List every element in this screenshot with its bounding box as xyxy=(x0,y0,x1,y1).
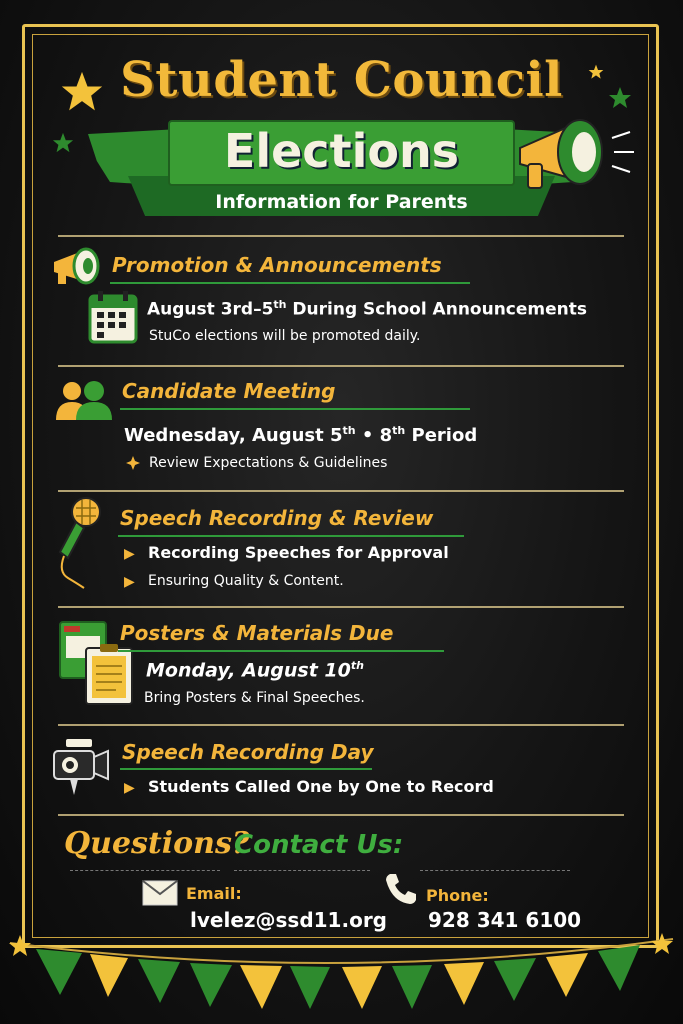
megaphone-icon xyxy=(510,112,636,196)
section-title: Speech Recording & Review xyxy=(120,506,434,530)
section-title: Speech Recording Day xyxy=(122,740,374,764)
section-underline xyxy=(118,650,444,652)
email-label: Email: xyxy=(186,884,242,903)
section-main-text: August 3rd–5th During School Announcements xyxy=(147,298,588,320)
calendar-icon xyxy=(88,290,138,344)
section-item: Ensuring Quality & Content. xyxy=(148,573,344,589)
section-item: Recording Speeches for Approval xyxy=(148,543,449,562)
divider xyxy=(58,724,624,726)
phone-value[interactable]: 928 341 6100 xyxy=(428,908,582,932)
divider xyxy=(58,365,624,367)
sparkle-icon xyxy=(126,456,140,470)
dashed-line xyxy=(420,870,570,871)
bullet-triangle: ▶ xyxy=(124,545,135,561)
section-main-text: Monday, August 10th xyxy=(146,659,364,682)
section-underline xyxy=(110,282,470,284)
bullet-triangle: ▶ xyxy=(124,779,135,795)
divider xyxy=(58,606,624,608)
section-sub-text: Review Expectations & Guidelines xyxy=(149,455,388,471)
section-sub-text: Bring Posters & Final Speeches. xyxy=(144,690,365,706)
section-title: Candidate Meeting xyxy=(122,379,336,403)
email-value[interactable]: lvelez@ssd11.org xyxy=(190,908,387,932)
video-camera-icon xyxy=(50,737,114,799)
microphone-icon xyxy=(54,496,104,592)
people-icon xyxy=(54,380,114,422)
section-main-text: Wednesday, August 5th • 8th Period xyxy=(124,424,478,446)
section-underline xyxy=(118,535,464,537)
dashed-line xyxy=(234,870,370,871)
divider xyxy=(58,490,624,492)
section-title: Posters & Materials Due xyxy=(120,621,394,645)
questions-heading: Questions? xyxy=(64,826,250,861)
phone-icon xyxy=(384,872,418,906)
bunting-decoration xyxy=(0,925,683,1024)
section-underline xyxy=(120,408,470,410)
dashed-line xyxy=(70,870,220,871)
section-sub-text: StuCo elections will be promoted daily. xyxy=(149,328,421,344)
megaphone-icon xyxy=(50,246,104,286)
contact-heading: Contact Us: xyxy=(234,830,404,860)
phone-label: Phone: xyxy=(426,886,489,905)
title-line1: Student Council xyxy=(120,52,563,108)
section-title: Promotion & Announcements xyxy=(112,253,442,277)
subtitle: Information for Parents xyxy=(215,191,468,213)
section-underline xyxy=(120,768,372,770)
bullet-triangle: ▶ xyxy=(124,573,135,589)
section-item: Students Called One by One to Record xyxy=(148,777,494,796)
divider xyxy=(58,814,624,816)
title-line2: Elections xyxy=(223,124,460,178)
envelope-icon xyxy=(142,880,178,906)
divider xyxy=(58,235,624,237)
